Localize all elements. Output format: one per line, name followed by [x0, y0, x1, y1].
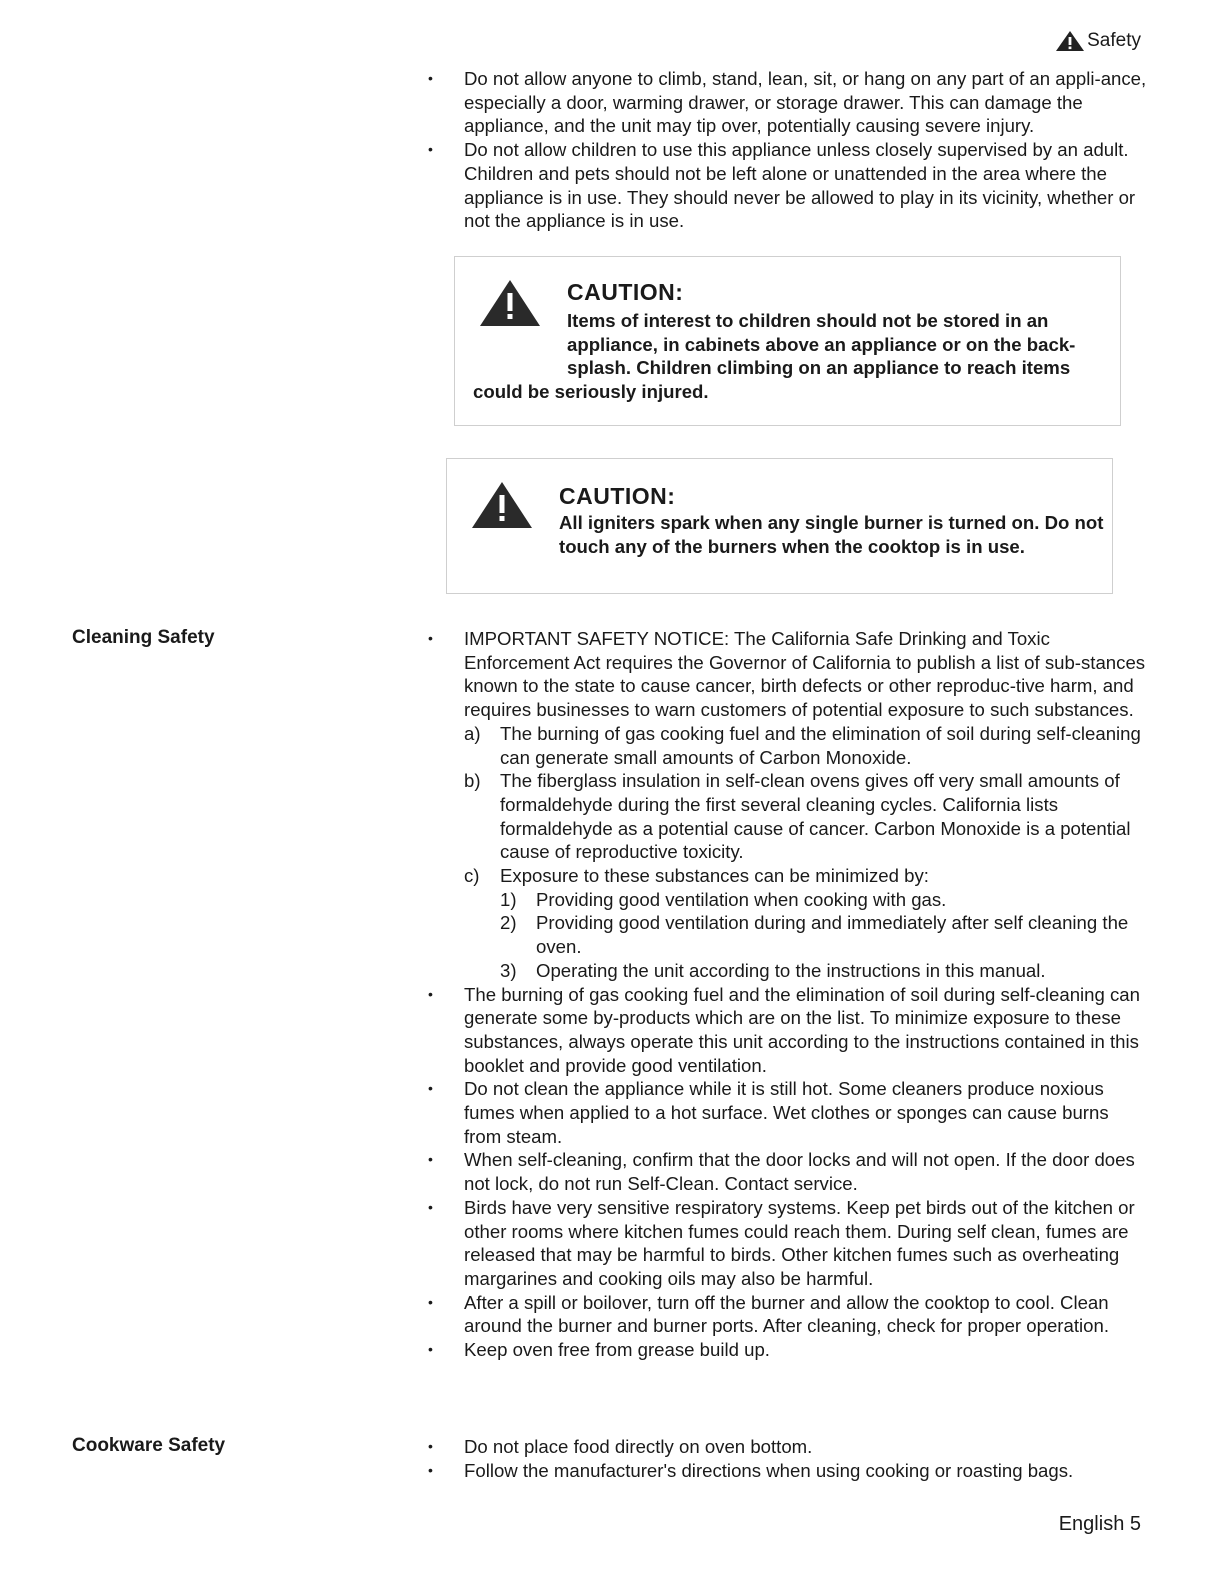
list-item: • Birds have very sensitive respiratory systems. Keep pet birds out of the kitchen or other rooms where kitchen fumes could reach them. During self clean, fumes are released that may be harmful to birds. Other kitchen fumes such as overheating margarines and cooking oils may also be harmful.	[428, 1196, 1148, 1291]
cookware-safety-heading: Cookware Safety	[72, 1435, 226, 1456]
sub-marker: c)	[464, 865, 480, 887]
page-number: English 5	[1058, 1513, 1141, 1535]
caution-box-igniters	[446, 458, 1113, 594]
warning-triangle-icon	[471, 481, 533, 529]
list-item: • When self-cleaning, confirm that the door locks and will not open. If the door does not lock, do not run Self-Clean. Contact service.	[428, 1148, 1148, 1195]
sub-item	[464, 864, 1148, 983]
list-item: • Do not allow children to use this appliance unless closely supervised by an adult. Children and pets should not be left alone or unattended in the area where the appliance is in use. They should never be allowed to play in its vicinity, whether or not the appliance is in use.	[428, 138, 1148, 233]
sub-item	[464, 722, 1148, 769]
warning-triangle-icon	[1055, 30, 1085, 52]
num-marker: 1)	[500, 888, 517, 910]
list-item: • Do not place food directly on oven bottom.	[428, 1435, 1148, 1459]
cleaning-safety-heading: Cleaning Safety	[72, 627, 215, 648]
sub-item	[464, 769, 1148, 864]
header-section-label: Safety	[1087, 30, 1141, 51]
top-bullets	[428, 67, 1148, 233]
page-header	[1055, 30, 1141, 52]
numbered-item	[500, 888, 1148, 912]
caution-text: Items of interest to children should not be stored in an appliance, in cabinets above an appliance or on the back-splash. Children climbing on an appliance to reach items	[567, 310, 1076, 379]
num-marker: 2)	[500, 912, 517, 934]
caution-text: All igniters spark when any single burner is turned on. Do not touch any of the burners when the cooktop is in use.	[559, 512, 1104, 557]
numbered-item	[500, 911, 1148, 958]
list-item: • Do not allow anyone to climb, stand, lean, sit, or hang on any part of an appli-ance, especially a door, warming drawer, or storage drawer. This can damage the appliance, and the unit may tip over, potentially causing severe injury.	[428, 67, 1148, 138]
num-marker: 3)	[500, 959, 517, 981]
caution-text-tail: could be seriously injured.	[473, 381, 709, 402]
list-item: • After a spill or boilover, turn off the burner and allow the cooktop to cool. Clean around the burner and burner ports. After cleaning, check for proper operation.	[428, 1291, 1148, 1338]
list-item: • Do not clean the appliance while it is still hot. Some cleaners produce noxious fumes when applied to a hot surface. Wet clothes or sponges can cause burns from steam.	[428, 1077, 1148, 1148]
num-text: Providing good ventilation when cooking with gas.	[536, 888, 947, 910]
list-item: • The burning of gas cooking fuel and the elimination of soil during self-cleaning can generate some by-products which are on the list. To minimize exposure to these substances, always operate this unit according to the instructions contained in this booklet and provide good ventilation.	[428, 983, 1148, 1078]
cleaning-safety-content	[428, 627, 1148, 1362]
caution-title: CAUTION:	[559, 483, 676, 509]
warning-triangle-icon	[479, 279, 541, 327]
sub-text: The burning of gas cooking fuel and the elimination of soil during self-cleaning can generate small amounts of Carbon Monoxide.	[500, 722, 1141, 768]
sub-text: Exposure to these substances can be minimized by:	[500, 865, 929, 887]
numbered-item	[500, 959, 1148, 983]
caution-title: CAUTION:	[567, 279, 684, 305]
num-text: Providing good ventilation during and immediately after self cleaning the oven.	[536, 912, 1129, 958]
num-text: Operating the unit according to the instructions in this manual.	[536, 959, 1046, 981]
caution-box-children	[454, 256, 1121, 426]
list-item	[428, 627, 1148, 983]
sub-text: The fiberglass insulation in self-clean ovens gives off very small amounts of formaldehyde during the first several cleaning cycles. California lists formaldehyde as a potential cause of cancer. Carbon Monoxide is a potential cause of reproductive toxicity.	[500, 770, 1131, 863]
cookware-safety-content	[428, 1435, 1148, 1482]
sub-marker: a)	[464, 722, 481, 744]
list-item: • Keep oven free from grease build up.	[428, 1338, 1148, 1362]
safety-notice-text: • IMPORTANT SAFETY NOTICE: The California Safe Drinking and Toxic Enforcement Act requires the Governor of California to publish a list of sub-stances known to the state to cause cancer, birth defects or other reproduc-tive harm, and requires businesses to warn customers of potential exposure to such substances.	[464, 628, 1146, 721]
list-item: • Follow the manufacturer's directions when using cooking or roasting bags.	[428, 1459, 1148, 1483]
sub-marker: b)	[464, 770, 481, 792]
